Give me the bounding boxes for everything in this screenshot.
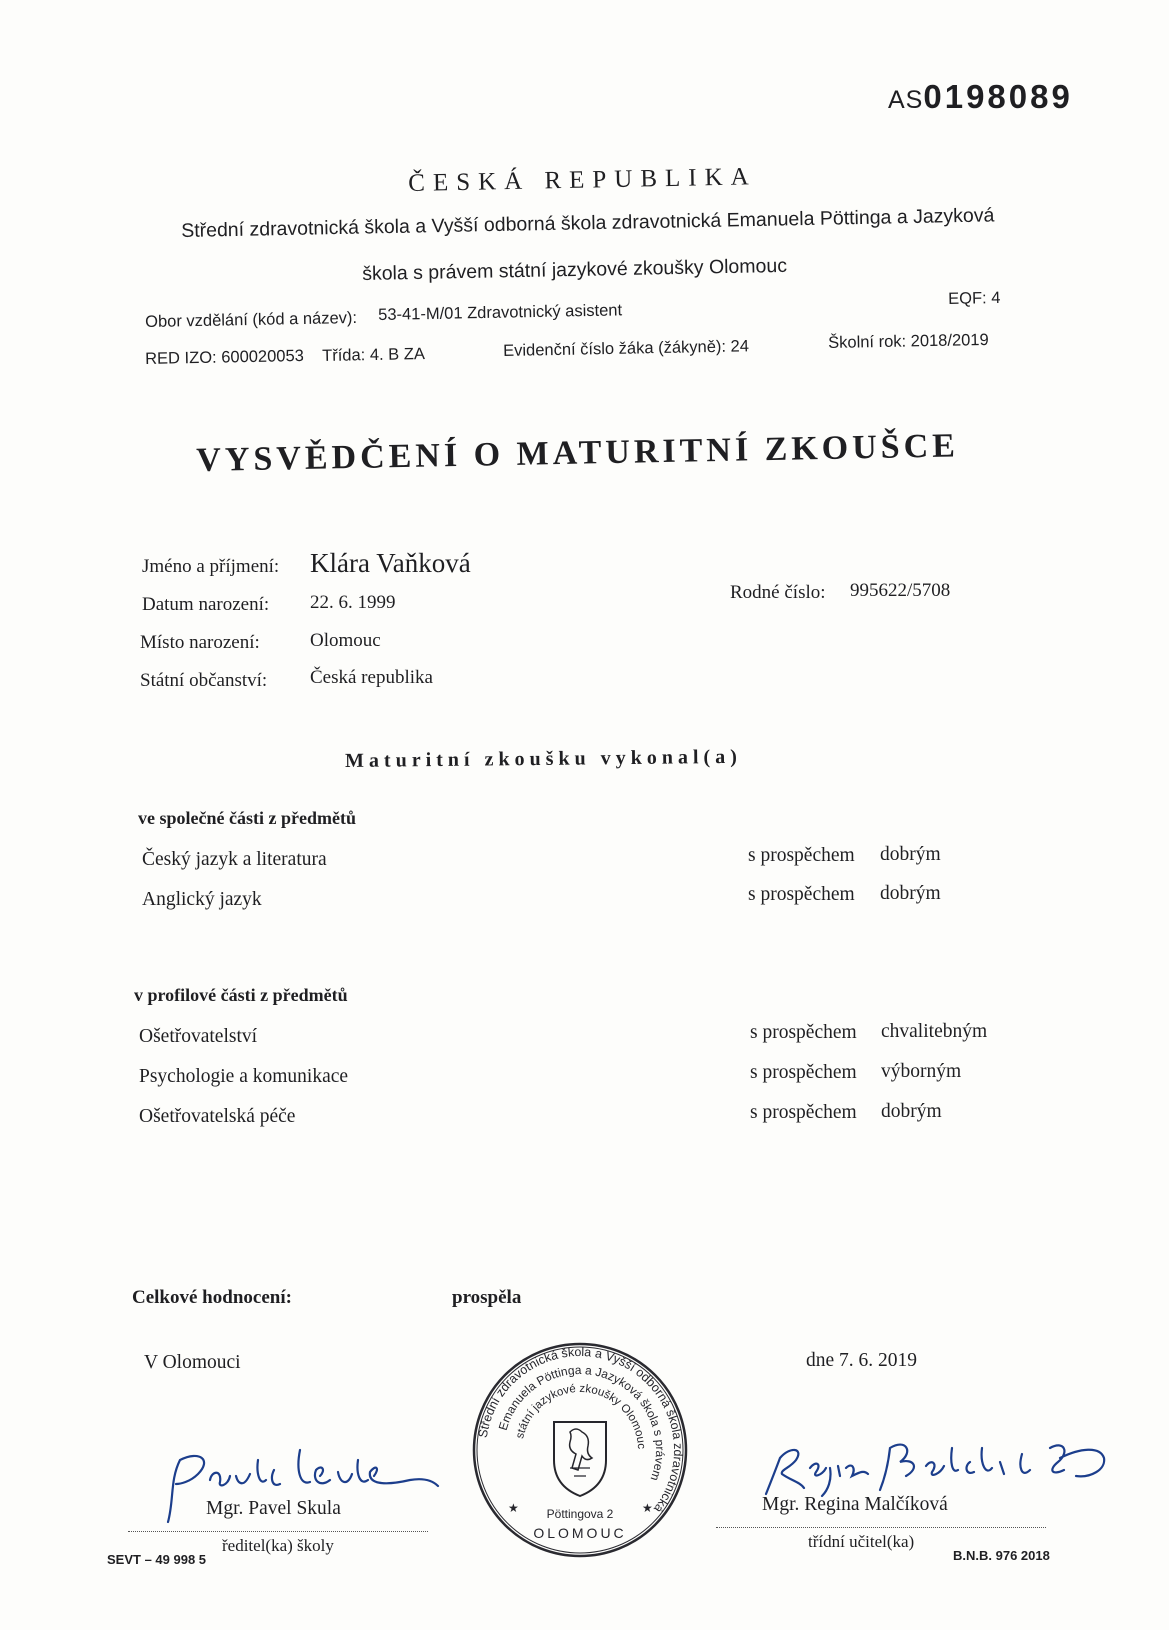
subject-name: Psychologie a komunikace <box>139 1066 349 1087</box>
student-name: Klára Vaňková <box>310 548 471 578</box>
common-part-heading: ve společné části z předmětů <box>138 808 356 828</box>
stamp-mid-text: Emanuela Pöttinga a Jazyková škola s právem <box>495 1362 668 1483</box>
field-value: 53-41-M/01 Zdravotnický asistent <box>378 301 623 324</box>
subject-result: s prospěchem <box>748 845 855 866</box>
issue-date: dne 7. 6. 2019 <box>806 1350 918 1371</box>
stamp-city: OLOMOUC <box>533 1525 627 1541</box>
subject-grade: výborným <box>881 1061 962 1082</box>
citizenship-label: Státní občanství: <box>140 670 268 691</box>
subject-result: s prospěchem <box>750 1022 857 1043</box>
class-info: Třída: 4. B ZA <box>322 345 426 365</box>
teacher-role: třídní učitel(ka) <box>808 1532 915 1551</box>
stamp-outer-text: Střední zdravotnická škola a Vyšší odborná škola zdravotnická <box>475 1344 686 1516</box>
subject-name: Anglický jazyk <box>142 889 262 910</box>
name-label: Jméno a příjmení: <box>142 556 280 577</box>
pob-label: Místo narození: <box>140 632 260 653</box>
school-year: Školní rok: 2018/2019 <box>828 330 989 352</box>
eqf-level: EQF: 4 <box>948 288 1001 308</box>
coat-of-arms-icon <box>554 1422 606 1496</box>
dob-label: Datum narození: <box>142 594 270 615</box>
subject-grade: dobrým <box>880 844 941 865</box>
director-signature-line <box>128 1531 428 1532</box>
teacher-signature-line <box>716 1527 1046 1528</box>
document-title: VYSVĚDČENÍ O MATURITNÍ ZKOUŠCE <box>196 427 960 479</box>
field-label: Obor vzdělání (kód a název): <box>145 308 358 331</box>
subject-result: s prospěchem <box>748 884 855 905</box>
form-code-left: SEVT – 49 998 5 <box>107 1552 207 1567</box>
place: V Olomouci <box>144 1352 241 1373</box>
form-code-right: B.N.B. 976 2018 <box>953 1548 1050 1563</box>
birth-id-label: Rodné číslo: <box>730 582 826 603</box>
stamp-star-right: ★ <box>642 1501 653 1515</box>
subject-grade: dobrým <box>880 883 941 904</box>
overall-value: prospěla <box>452 1287 522 1308</box>
director-role: ředitel(ka) školy <box>222 1536 334 1555</box>
birth-id-value: 995622/5708 <box>850 580 951 601</box>
subject-name: Český jazyk a literatura <box>142 849 327 870</box>
citizenship-value: Česká republika <box>310 667 433 688</box>
school-name-line2: škola s právem státní jazykové zkoušky Olomouc <box>362 254 788 285</box>
subject-name: Ošetřovatelská péče <box>139 1106 296 1127</box>
overall-label: Celkové hodnocení: <box>132 1287 292 1308</box>
stamp-inner-text: státní jazykové zkoušky Olomouc <box>514 1382 648 1450</box>
teacher-name: Mgr. Regina Malčíková <box>762 1494 948 1515</box>
country-heading: ČESKÁ REPUBLIKA <box>408 163 757 197</box>
subject-result: s prospěchem <box>750 1102 857 1123</box>
pob-value: Olomouc <box>310 630 381 651</box>
teacher-signature <box>760 1418 1110 1498</box>
serial-number <box>888 78 1073 116</box>
serial-prefix: AS <box>888 86 924 114</box>
subject-grade: chvalitebným <box>881 1021 988 1042</box>
stamp-star-left: ★ <box>508 1501 519 1515</box>
red-izo: RED IZO: 600020053 <box>145 346 305 368</box>
profile-part-heading: v profilové části z předmětů <box>134 985 348 1005</box>
subject-name: Ošetřovatelství <box>139 1026 258 1047</box>
serial-digits: 0198089 <box>923 78 1073 115</box>
dob-value: 22. 6. 1999 <box>310 592 396 613</box>
school-name-line1: Střední zdravotnická škola a Vyšší odborná škola zdravotnická Emanuela Pöttinga a Jazyková <box>181 204 995 242</box>
subject-result: s prospěchem <box>750 1062 857 1083</box>
student-number: Evidenční číslo žáka (žákyně): 24 <box>503 337 750 360</box>
school-stamp <box>470 1340 690 1560</box>
subject-grade: dobrým <box>881 1101 942 1122</box>
exam-heading: Maturitní zkoušku vykonal(a) <box>345 745 742 772</box>
director-name: Mgr. Pavel Skula <box>206 1498 341 1519</box>
stamp-street: Pöttingova 2 <box>546 1507 614 1521</box>
